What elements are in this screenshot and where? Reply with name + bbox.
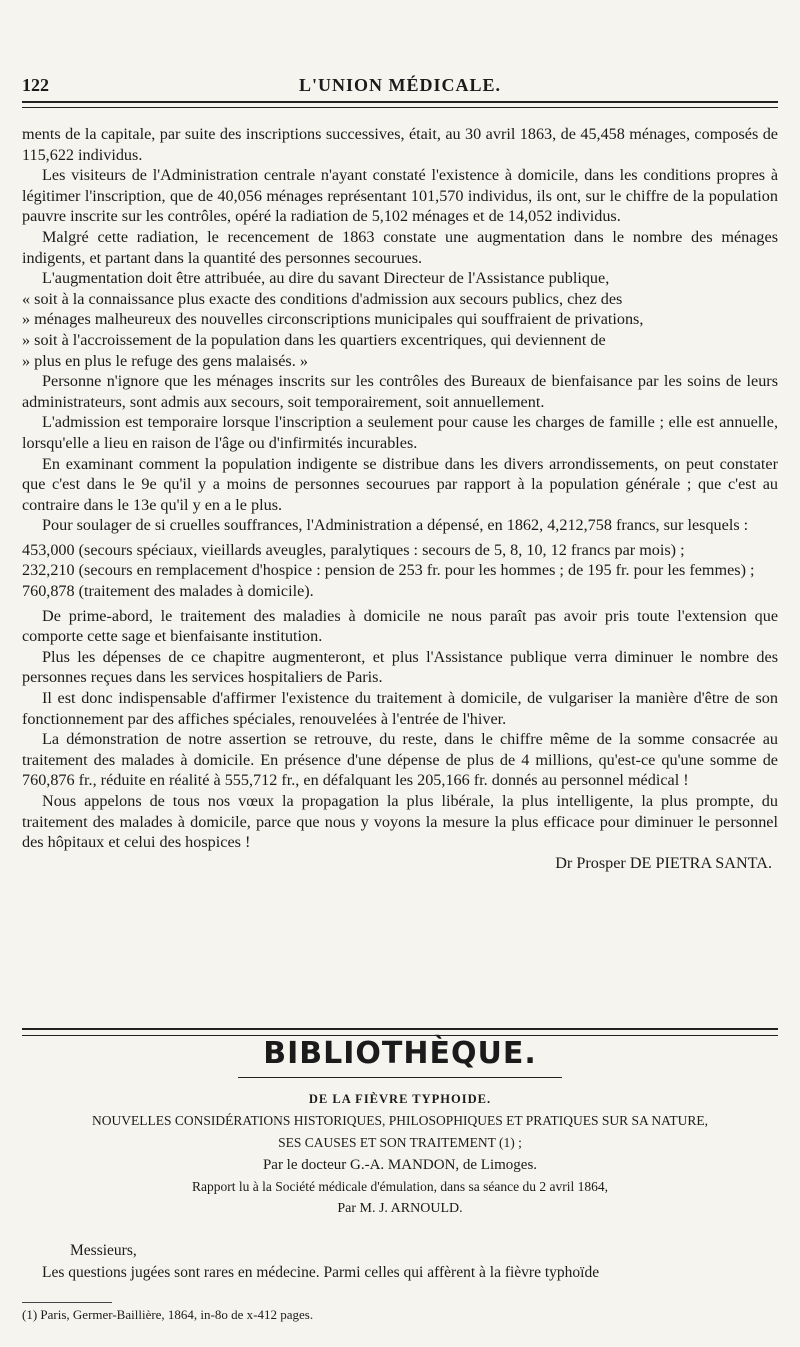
running-title: L'UNION MÉDICALE. <box>298 75 502 95</box>
paragraph: De prime-abord, le traitement des maladies à domicile ne nous paraît pas avoir pris toute l'extension que comporte cette sage et bienfaisante institution. <box>22 606 778 646</box>
paragraph: Malgré cette radiation, le recencement de 1863 constate une augmentation dans le nombre des ménages indigents, et partant dans la quantité des personnes secourues. <box>22 227 778 267</box>
paragraph: Les visiteurs de l'Administration centrale n'ayant constaté l'existence à domicile, dans les conditions propres à légitimer l'inscription, que de 40,056 ménages représentant 101,570 individus, ils ont, sur le chiffre de la population pauvre inscrite sur les contrôles, opéré la radiation de 5,102 ménages et de 14,052 individus. <box>22 166 778 226</box>
header-rule <box>22 101 778 108</box>
paragraph: L'augmentation doit être attribuée, au dire du savant Directeur de l'Assistance publique, <box>42 269 610 288</box>
paragraph: Les questions jugées sont rares en médecine. Parmi celles qui affèrent à la fièvre typhoïde <box>42 1264 600 1281</box>
paragraph: Pour soulager de si cruelles souffrances, l'Administration a dépensé, en 1862, 4,212,758 francs, sur lesquels : <box>42 516 749 535</box>
paragraph: Nous appelons de tous nos vœux la propagation la plus libérale, la plus intelligente, la plus prompte, du traitement des malades à domicile, parce que nous y voyons la mesure la plus efficace pour diminuer le personnel des hôpitaux et celui des hospices ! <box>22 792 778 852</box>
title-underline <box>238 1077 562 1078</box>
review-subtitle: NOUVELLES CONSIDÉRATIONS HISTORIQUES, PHILOSOPHIQUES ET PRATIQUES SUR SA NATURE, <box>91 1113 709 1128</box>
quote-line: » soit à l'accroissement de la population dans les quartiers excentriques, qui deviennent de <box>22 330 606 349</box>
page-number: 122 <box>22 75 49 95</box>
article-body <box>22 124 778 873</box>
review-subtitle: SES CAUSES ET SON TRAITEMENT (1) ; <box>278 1135 522 1150</box>
section-rule <box>22 1028 778 1036</box>
review-author: Par le docteur G.-A. MANDON, de Limoges. <box>262 1157 538 1173</box>
review-body <box>22 1240 778 1284</box>
paragraph: Personne n'ignore que les ménages inscrits sur les contrôles des Bureaux de bienfaisance par les soins de leurs administrateurs, sont admis aux secours, soit temporairement, soit annuellement. <box>22 372 778 411</box>
review-reporter: Par M. J. ARNOULD. <box>337 1201 463 1216</box>
quote-line: » plus en plus le refuge des gens malaisés. » <box>22 351 308 370</box>
footnote: (1) Paris, Germer-Baillière, 1864, in-8o de x-412 pages. <box>22 1307 314 1322</box>
review-heading <box>22 1088 778 1220</box>
list-item: 232,210 (secours en remplacement d'hospice : pension de 253 fr. pour les hommes ; de 195 fr. pour les femmes) ; <box>22 561 755 580</box>
list-item: 453,000 (secours spéciaux, vieillards aveugles, paralytiques : secours de 5, 8, 10, 12 francs par mois) ; <box>22 540 685 559</box>
section-title: BIBLIOTHÈQUE. <box>263 1036 537 1071</box>
paragraph: Plus les dépenses de ce chapitre augmenteront, et plus l'Assistance publique verra diminuer le nombre des personnes reçues dans les services hospitaliers de Paris. <box>22 647 778 687</box>
paragraph: La démonstration de notre assertion se retrouve, du reste, dans le chiffre même de la somme consacrée au traitement des malades à domicile. En présence d'une dépense de plus de 4 millions, qu'est-ce qu'une somme de 760,876 fr., réduite en réalité à 555,712 fr., en défalquant les 205,166 fr. donnés au personnel médical ! <box>22 730 778 790</box>
paragraph: L'admission est temporaire lorsque l'inscription a seulement pour cause les charges de famille ; elle est annuelle, lorsqu'elle a lieu en raison de l'âge ou d'infirmités incurables. <box>22 413 778 452</box>
page-header <box>22 75 778 101</box>
review-report: Rapport lu à la Société médicale d'émulation, dans sa séance du 2 avril 1864, <box>192 1179 608 1194</box>
expense-list <box>22 540 778 602</box>
review-subject: DE LA FIÈVRE TYPHOIDE. <box>308 1092 492 1106</box>
quote-line: « soit à la connaissance plus exacte des conditions d'admission aux secours publics, chez des <box>22 289 623 308</box>
quote-line: » ménages malheureux des nouvelles circonscriptions municipales qui souffraient de privations, <box>22 310 644 329</box>
paragraph: ments de la capitale, par suite des inscriptions successives, était, au 30 avril 1863, de 45,458 ménages, composés de 115,622 individus. <box>22 125 778 164</box>
greeting: Messieurs, <box>70 1242 137 1259</box>
paragraph: En examinant comment la population indigente se distribue dans les divers arrondissements, on peut constater que c'est dans le 9e qu'il y a moins de personnes secourues par rapport à la population générale ; que c'est au contraire dans le 13e qu'il y en a le plus. <box>22 454 778 514</box>
signature: Dr Prosper DE PIETRA SANTA. <box>555 853 772 872</box>
list-item: 760,878 (traitement des malades à domicile). <box>22 582 314 601</box>
footnote-rule <box>22 1302 112 1303</box>
paragraph: Il est donc indispensable d'affirmer l'existence du traitement à domicile, de vulgariser la manière d'être de son fonctionnement par des affiches spéciales, renouvelées à l'entrée de l'hiver. <box>22 689 778 728</box>
